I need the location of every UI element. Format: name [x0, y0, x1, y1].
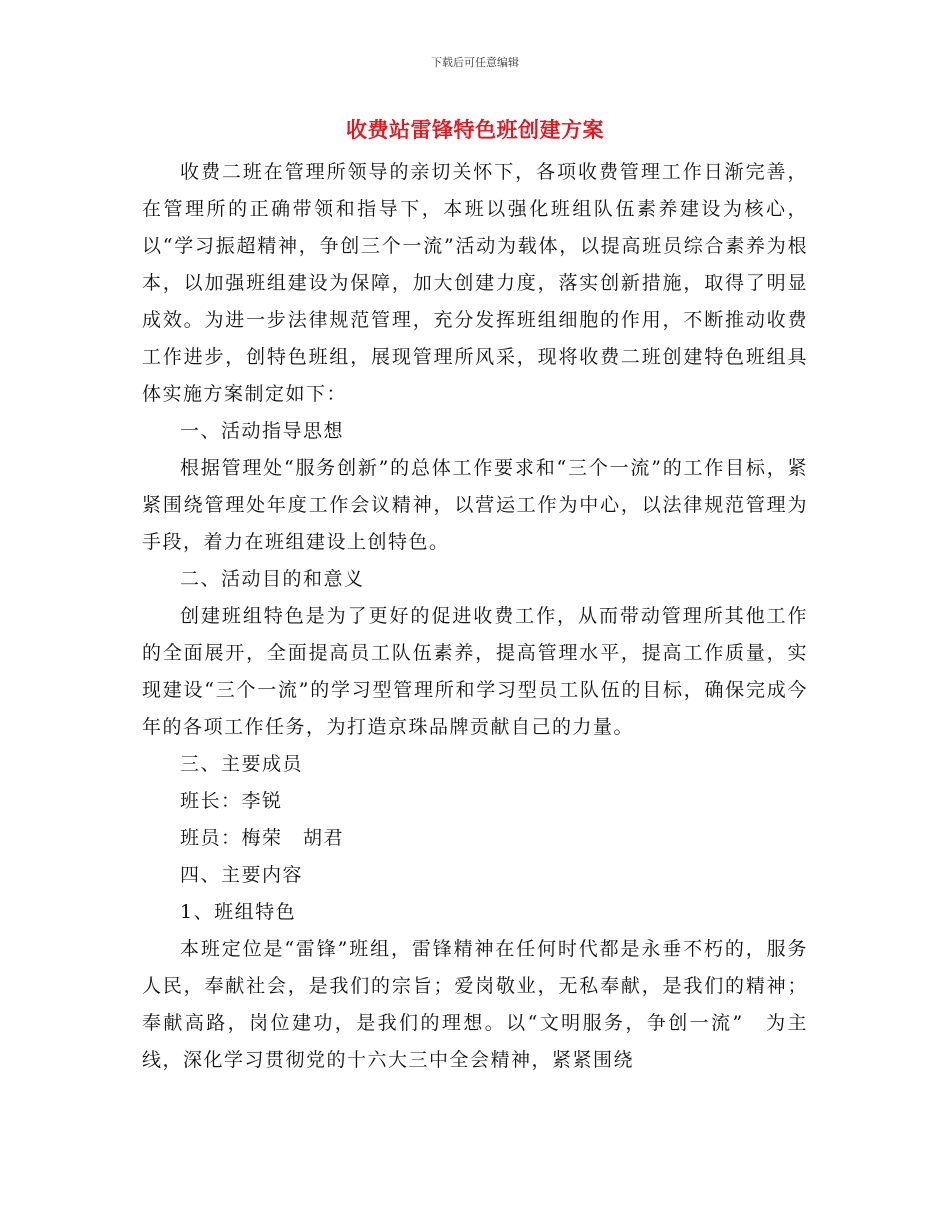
- section-heading-content: 四、主要内容: [180, 864, 304, 886]
- member-staff: 班员：梅荣 胡君: [180, 827, 345, 849]
- section-heading-members: 三、主要成员: [180, 753, 304, 775]
- section-heading-purpose: 二、活动目的和意义: [180, 568, 365, 590]
- subsection-heading-team-feature: 1、班组特色: [180, 901, 297, 923]
- document-body: [142, 154, 808, 1079]
- section-heading-guiding-thought: 一、活动指导思想: [180, 420, 345, 442]
- paragraph-guiding-thought: 根据管理处“服务创新”的总体工作要求和“三个一流”的工作目标，紧紧围绕管理处年度工作会议精神，以营运工作为中心，以法律规范管理为手段，着力在班组建设上创特色。: [142, 457, 808, 553]
- paragraph-purpose: 创建班组特色是为了更好的促进收费工作，从而带动管理所其他工作的全面展开，全面提高员工队伍素养，提高管理水平，提高工作质量，实现建设“三个一流”的学习型管理所和学习型员工队伍的目标，确保完成今年的各项工作任务，为打造京珠品牌贡献自己的力量。: [142, 605, 808, 738]
- paragraph-intro: 收费二班在管理所领导的亲切关怀下，各项收费管理工作日渐完善，在管理所的正确带领和指导下，本班以强化班组队伍素养建设为核心，以“学习振超精神，争创三个一流”活动为载体，以提高班员综合素养为根本，以加强班组建设为保障，加大创建力度，落实创新措施，取得了明显成效。为进一步法律规范管理，充分发挥班组细胞的作用，不断推动收费工作进步，创特色班组，展现管理所风采，现将收费二班创建特色班组具体实施方案制定如下：: [142, 161, 808, 405]
- header-note: 下载后可任意编辑: [431, 56, 519, 69]
- document-title: 收费站雷锋特色班创建方案: [346, 118, 604, 142]
- paragraph-team-feature: 本班定位是“雷锋”班组，雷锋精神在任何时代都是永垂不朽的，服务人民，奉献社会，是我们的宗旨；爱岗敬业，无私奉献，是我们的精神；奉献高路，岗位建功，是我们的理想。以“文明服务，争创一流” 为主线，深化学习贯彻党的十六大三中全会精神，紧紧围绕: [142, 938, 808, 1071]
- member-leader: 班长：李锐: [180, 790, 283, 812]
